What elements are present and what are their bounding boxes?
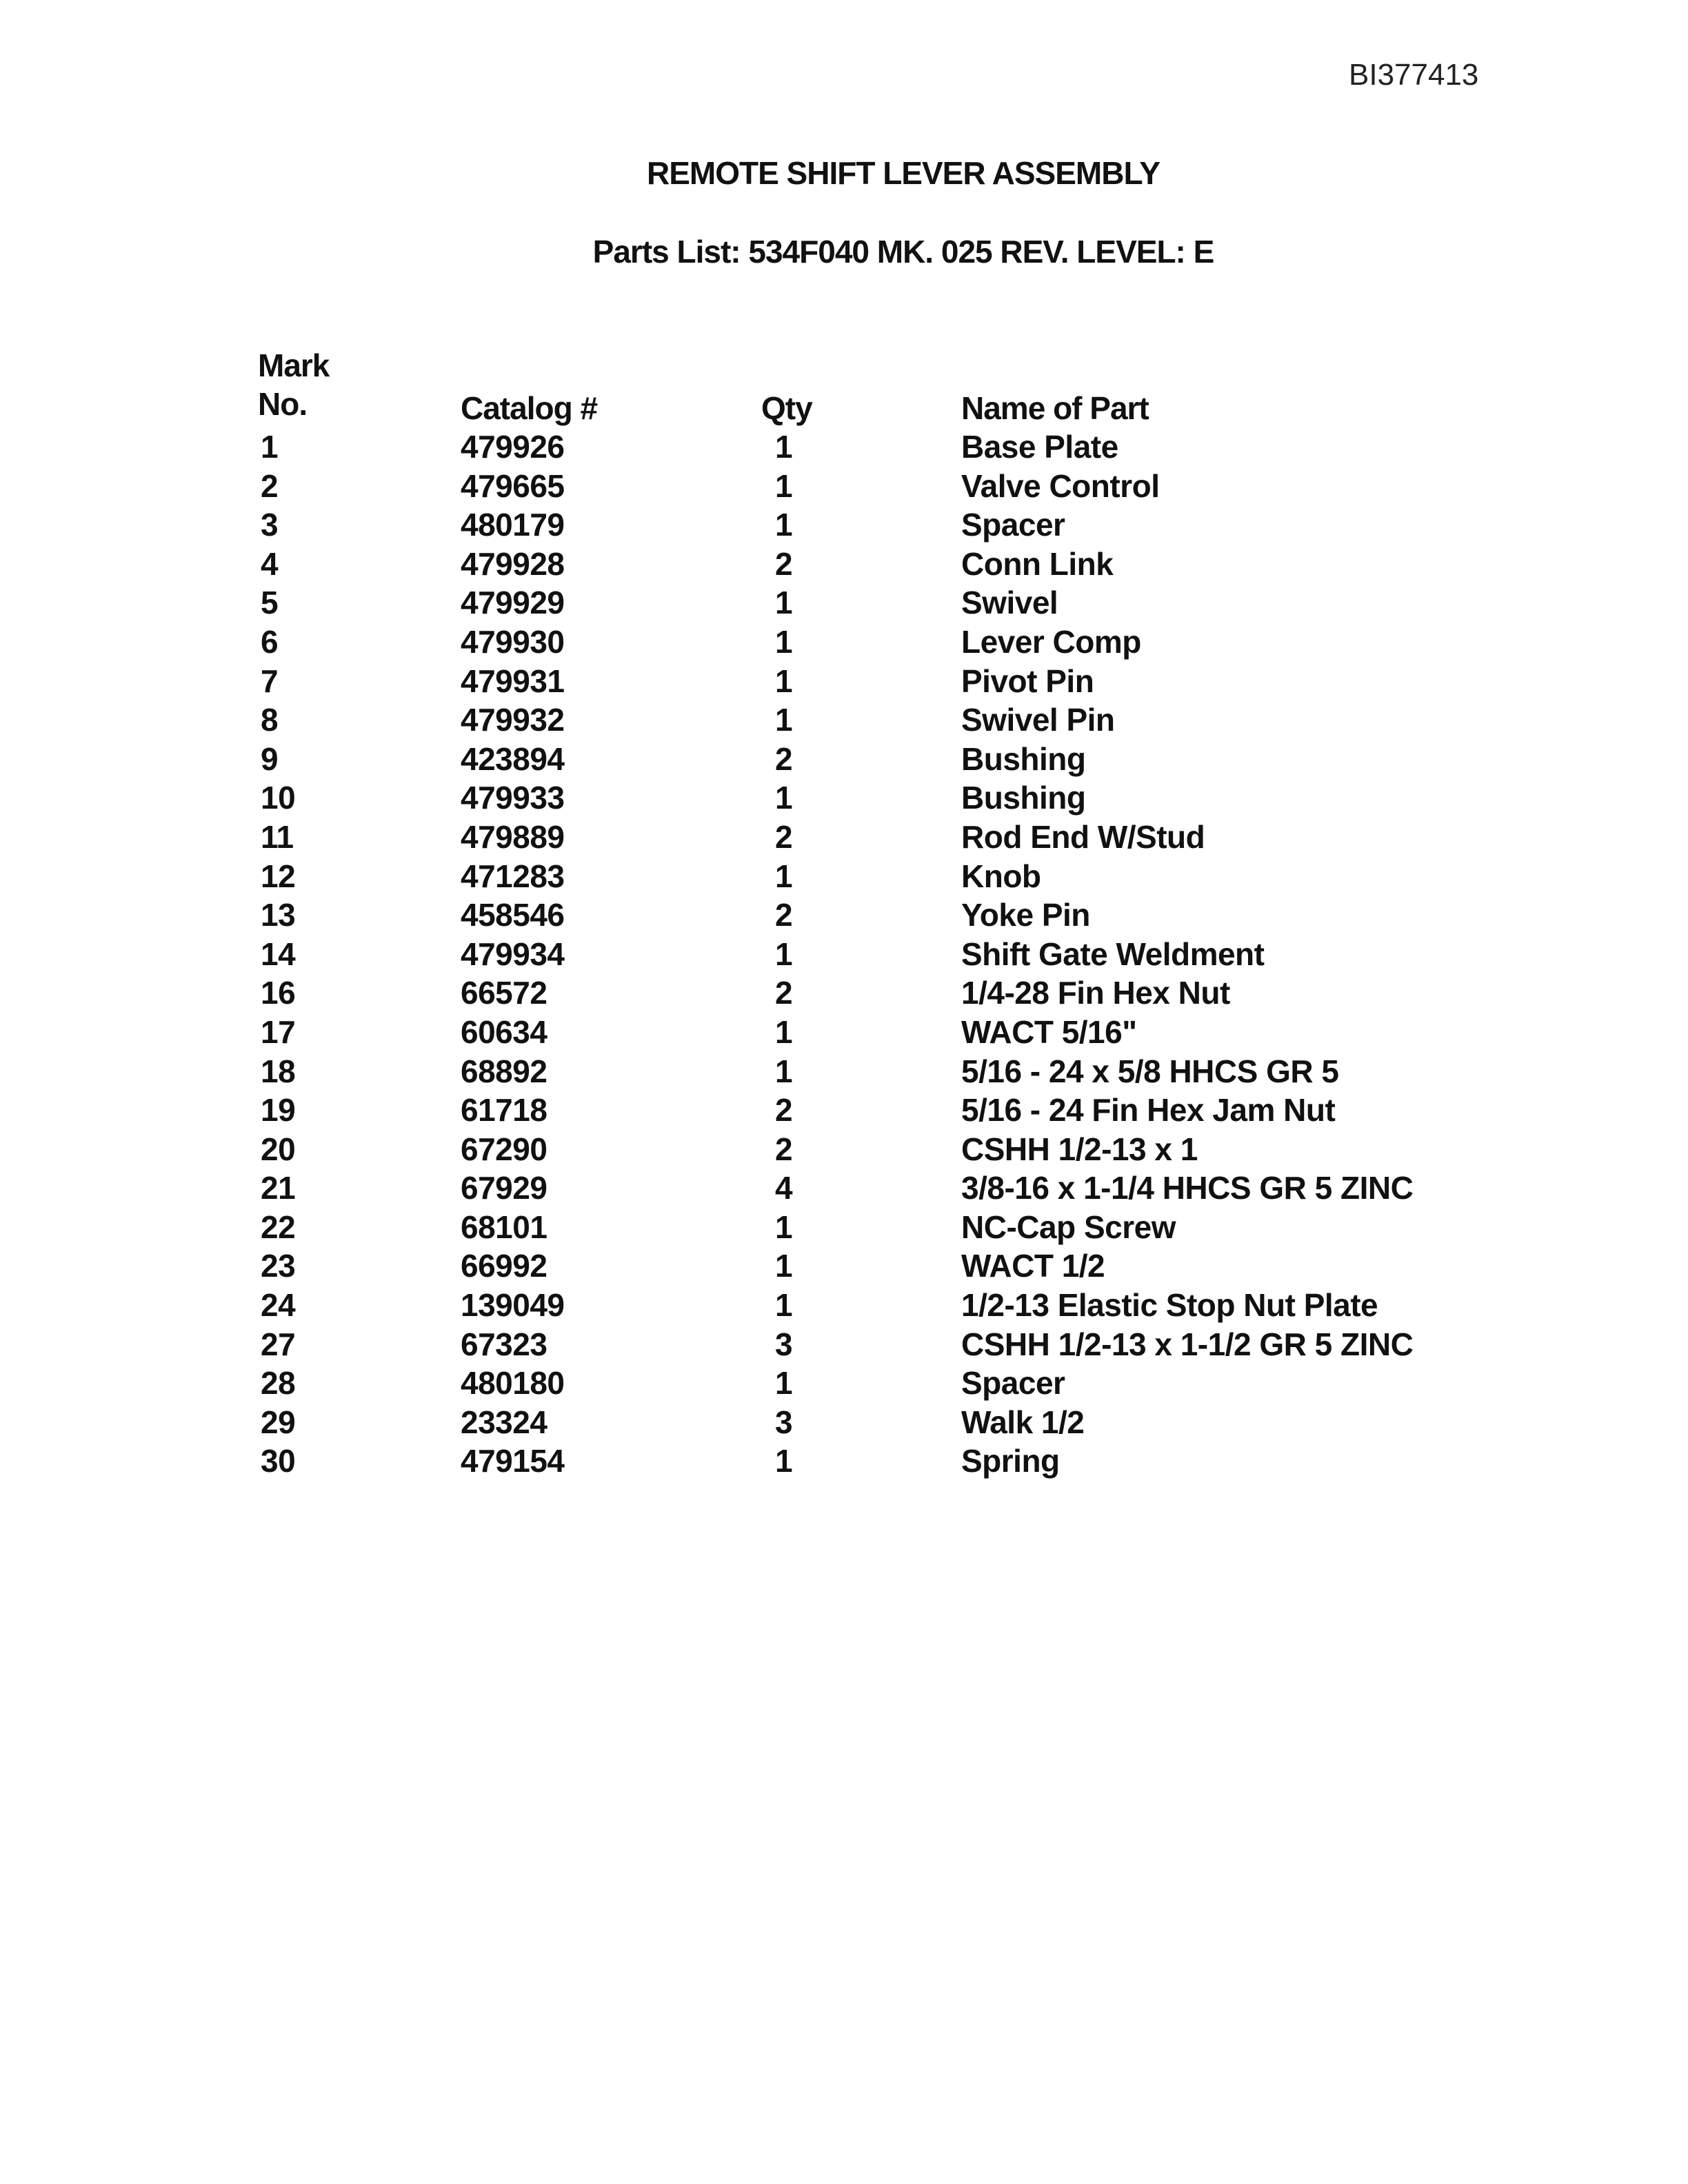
part-name-cell: Spring [961, 1443, 1060, 1479]
header-mark-line1: Mark [258, 347, 330, 383]
catalog-number-cell: 479928 [461, 545, 565, 582]
catalog-number-cell: 479934 [461, 936, 565, 972]
parts-table-body [0, 427, 1688, 1481]
part-name-cell: Conn Link [961, 545, 1114, 582]
table-row [0, 623, 1688, 662]
quantity-cell: 1 [775, 1209, 793, 1245]
part-name-cell: WACT 1/2 [961, 1248, 1105, 1284]
catalog-number-cell: 479933 [461, 780, 565, 816]
part-name-cell: 1/4-28 Fin Hex Nut [961, 975, 1230, 1011]
header-qty: Qty [761, 390, 812, 426]
quantity-cell: 2 [775, 740, 793, 777]
catalog-number-cell: 458546 [461, 897, 565, 933]
table-row [0, 1325, 1688, 1364]
mark-number-cell: 2 [261, 467, 279, 504]
table-row [0, 1013, 1688, 1052]
catalog-number-cell: 67323 [461, 1326, 547, 1362]
quantity-cell: 2 [775, 975, 793, 1011]
mark-number-cell: 3 [261, 507, 279, 543]
catalog-number-cell: 66992 [461, 1248, 547, 1284]
table-row [0, 1130, 1688, 1169]
document-id: BI377413 [1349, 58, 1479, 92]
mark-number-cell: 22 [261, 1209, 296, 1245]
mark-number-cell: 12 [261, 858, 296, 894]
quantity-cell: 2 [775, 897, 793, 933]
quantity-cell: 2 [775, 818, 793, 855]
part-name-cell: WACT 5/16" [961, 1013, 1137, 1050]
part-name-cell: Shift Gate Weldment [961, 936, 1265, 972]
quantity-cell: 2 [775, 1092, 793, 1129]
table-row [0, 1246, 1688, 1286]
table-row [0, 1052, 1688, 1091]
header-catalog: Catalog # [461, 390, 598, 426]
quantity-cell: 1 [775, 858, 793, 894]
mark-number-cell: 1 [261, 429, 279, 465]
catalog-number-cell: 479926 [461, 429, 565, 465]
mark-number-cell: 4 [261, 545, 279, 582]
catalog-number-cell: 479931 [461, 663, 565, 699]
mark-number-cell: 14 [261, 936, 296, 972]
quantity-cell: 1 [775, 429, 793, 465]
quantity-cell: 1 [775, 1443, 793, 1479]
quantity-cell: 1 [775, 467, 793, 504]
quantity-cell: 1 [775, 1053, 793, 1089]
quantity-cell: 1 [775, 1365, 793, 1402]
part-name-cell: Valve Control [961, 467, 1160, 504]
table-row [0, 505, 1688, 545]
quantity-cell: 1 [775, 780, 793, 816]
quantity-cell: 1 [775, 507, 793, 543]
part-name-cell: Bushing [961, 780, 1086, 816]
part-name-cell: Rod End W/Stud [961, 818, 1205, 855]
catalog-number-cell: 479154 [461, 1443, 565, 1479]
catalog-number-cell: 423894 [461, 740, 565, 777]
part-name-cell: Spacer [961, 1365, 1065, 1402]
part-name-cell: NC-Cap Screw [961, 1209, 1176, 1245]
mark-number-cell: 23 [261, 1248, 296, 1284]
table-row [0, 1403, 1688, 1442]
part-name-cell: CSHH 1/2-13 x 1 [961, 1131, 1198, 1167]
catalog-number-cell: 67290 [461, 1131, 547, 1167]
part-name-cell: 5/16 - 24 Fin Hex Jam Nut [961, 1092, 1336, 1129]
quantity-cell: 3 [775, 1326, 793, 1362]
quantity-cell: 1 [775, 702, 793, 738]
quantity-cell: 1 [775, 936, 793, 972]
part-name-cell: Bushing [961, 740, 1086, 777]
mark-number-cell: 7 [261, 663, 279, 699]
catalog-number-cell: 479665 [461, 467, 565, 504]
quantity-cell: 1 [775, 1013, 793, 1050]
catalog-number-cell: 60634 [461, 1013, 547, 1050]
table-row [0, 857, 1688, 896]
part-name-cell: Knob [961, 858, 1041, 894]
table-row [0, 427, 1688, 467]
table-row [0, 1091, 1688, 1130]
part-name-cell: Swivel Pin [961, 702, 1115, 738]
part-name-cell: 5/16 - 24 x 5/8 HHCS GR 5 [961, 1053, 1339, 1089]
quantity-cell: 2 [775, 545, 793, 582]
table-row [0, 1286, 1688, 1325]
mark-number-cell: 13 [261, 897, 296, 933]
header-mark-line2: No. [258, 386, 308, 422]
document-title: REMOTE SHIFT LEVER ASSEMBLY [646, 155, 1160, 191]
mark-number-cell: 5 [261, 585, 279, 621]
mark-number-cell: 24 [261, 1287, 296, 1324]
table-row [0, 467, 1688, 506]
catalog-number-cell: 61718 [461, 1092, 547, 1129]
catalog-number-cell: 479930 [461, 623, 565, 660]
table-row [0, 973, 1688, 1013]
table-row [0, 1442, 1688, 1481]
catalog-number-cell: 479889 [461, 818, 565, 855]
mark-number-cell: 6 [261, 623, 279, 660]
table-row [0, 1169, 1688, 1208]
table-row [0, 740, 1688, 779]
mark-number-cell: 19 [261, 1092, 296, 1129]
part-name-cell: CSHH 1/2-13 x 1-1/2 GR 5 ZINC [961, 1326, 1414, 1362]
table-row [0, 818, 1688, 857]
part-name-cell: Base Plate [961, 429, 1118, 465]
mark-number-cell: 27 [261, 1326, 296, 1362]
mark-number-cell: 21 [261, 1170, 296, 1206]
quantity-cell: 2 [775, 1131, 793, 1167]
catalog-number-cell: 23324 [461, 1404, 547, 1440]
part-name-cell: 3/8-16 x 1-1/4 HHCS GR 5 ZINC [961, 1170, 1414, 1206]
quantity-cell: 1 [775, 663, 793, 699]
table-row [0, 662, 1688, 701]
table-row [0, 778, 1688, 818]
catalog-number-cell: 479929 [461, 585, 565, 621]
table-row [0, 545, 1688, 584]
mark-number-cell: 17 [261, 1013, 296, 1050]
catalog-number-cell: 139049 [461, 1287, 565, 1324]
part-name-cell: Yoke Pin [961, 897, 1090, 933]
header-mark-no [258, 346, 329, 423]
part-name-cell: Lever Comp [961, 623, 1141, 660]
mark-number-cell: 28 [261, 1365, 296, 1402]
mark-number-cell: 30 [261, 1443, 296, 1479]
header-name-of-part: Name of Part [961, 390, 1149, 426]
table-row [0, 583, 1688, 623]
catalog-number-cell: 68892 [461, 1053, 547, 1089]
mark-number-cell: 11 [261, 818, 294, 855]
part-name-cell: 1/2-13 Elastic Stop Nut Plate [961, 1287, 1378, 1324]
catalog-number-cell: 68101 [461, 1209, 547, 1245]
mark-number-cell: 18 [261, 1053, 296, 1089]
quantity-cell: 4 [775, 1170, 793, 1206]
mark-number-cell: 16 [261, 975, 296, 1011]
table-row [0, 1208, 1688, 1247]
catalog-number-cell: 471283 [461, 858, 565, 894]
mark-number-cell: 10 [261, 780, 296, 816]
mark-number-cell: 8 [261, 702, 279, 738]
mark-number-cell: 20 [261, 1131, 296, 1167]
quantity-cell: 3 [775, 1404, 793, 1440]
table-row [0, 700, 1688, 740]
table-row [0, 896, 1688, 935]
catalog-number-cell: 479932 [461, 702, 565, 738]
catalog-number-cell: 66572 [461, 975, 547, 1011]
mark-number-cell: 9 [261, 740, 279, 777]
parts-list-subtitle: Parts List: 534F040 MK. 025 REV. LEVEL: E [592, 234, 1214, 270]
quantity-cell: 1 [775, 623, 793, 660]
quantity-cell: 1 [775, 1248, 793, 1284]
catalog-number-cell: 67929 [461, 1170, 547, 1206]
catalog-number-cell: 480180 [461, 1365, 565, 1402]
quantity-cell: 1 [775, 1287, 793, 1324]
part-name-cell: Pivot Pin [961, 663, 1094, 699]
table-row [0, 1364, 1688, 1403]
mark-number-cell: 29 [261, 1404, 296, 1440]
part-name-cell: Walk 1/2 [961, 1404, 1085, 1440]
catalog-number-cell: 480179 [461, 507, 565, 543]
quantity-cell: 1 [775, 585, 793, 621]
table-row [0, 935, 1688, 974]
part-name-cell: Swivel [961, 585, 1058, 621]
part-name-cell: Spacer [961, 507, 1065, 543]
